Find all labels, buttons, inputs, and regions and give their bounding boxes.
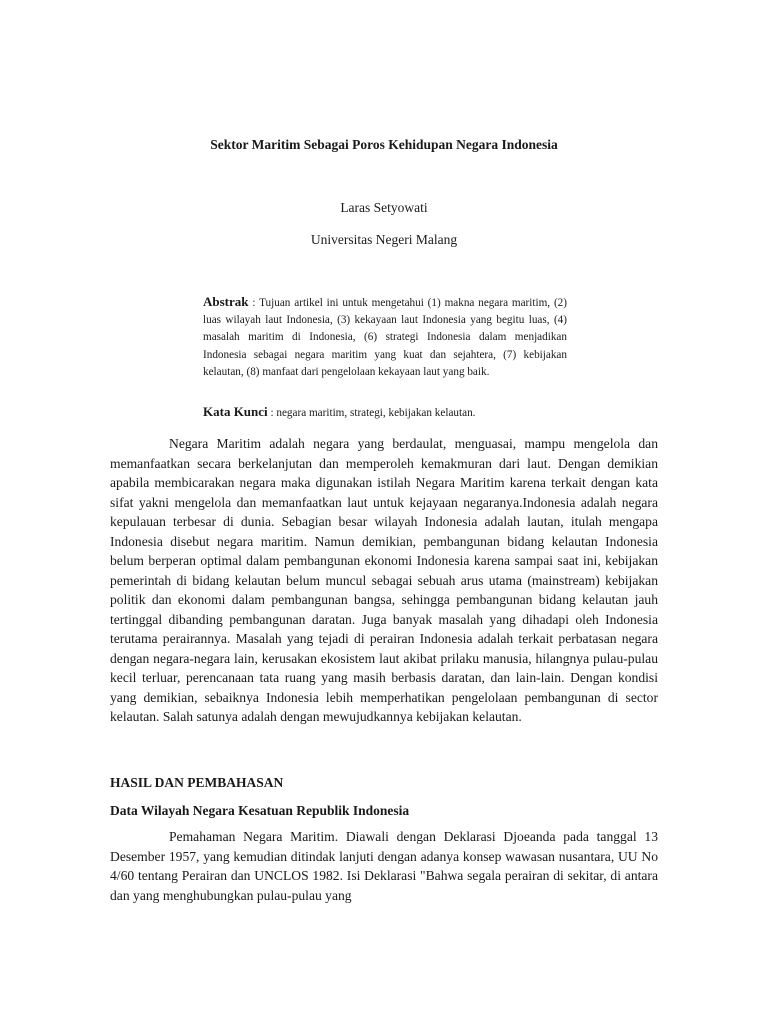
section-paragraph: Pemahaman Negara Maritim. Diawali dengan Deklarasi Djoeanda pada tanggal 13 Desember 1957, yang kemudian ditindak lanjuti dengan adanya konsep wawasan nusantara, UU No 4/60 tentang Perairan dan UNCLOS 1982. Isi Deklarasi "Bahwa segala perairan di sekitar, di antara dan yang menghubungkan pulau-pulau yang	[110, 829, 658, 903]
paper-title: Sektor Maritim Sebagai Poros Kehidupan Negara Indonesia	[210, 137, 558, 152]
subsection-heading: Data Wilayah Negara Kesatuan Republik Indonesia	[110, 803, 410, 818]
author-affiliation: Universitas Negeri Malang	[310, 232, 458, 247]
keywords-text: : negara maritim, strategi, kebijakan kelautan.	[267, 407, 476, 419]
keywords-label: Kata Kunci	[203, 404, 268, 419]
author-name: Laras Setyowati	[340, 200, 428, 215]
keywords	[203, 404, 567, 420]
abstract-label: Abstrak	[203, 294, 249, 309]
section-heading: HASIL DAN PEMBAHASAN	[110, 775, 284, 790]
abstract	[203, 293, 567, 381]
intro-paragraph: Negara Maritim adalah negara yang berdaulat, menguasai, mampu mengelola dan memanfaatkan secara berkelanjutan dan memperoleh kemakmuran dari laut. Dengan demikian apabila membicarakan negara maka digunakan istilah Negara Maritim karena terkait dengan kata sifat yakni mengelola dan memanfaatkan laut untuk kejayaan negaranya.Indonesia adalah negara kepulauan terbesar di dunia. Sebagian besar wilayah Indonesia adalah lautan, itulah mengapa Indonesia disebut negara maritim. Namun demikian, pembangunan bidang kelautan Indonesia belum berperan optimal dalam pembangunan ekonomi Indonesia karena sampai saat ini, kebijakan pemerintah di bidang kelautan belum muncul sebagai sebuah arus utama (mainstream) kebijakan politik dan ekonomi dalam pembangunan bangsa, sehingga pembangunan bidang kelautan jauh tertinggal dibanding pembangunan daratan. Juga banyak masalah yang dihadapi oleh Indonesia terutama perairannya. Masalah yang tejadi di perairan Indonesia adalah terkait perbatasan negara dengan negara-negara lain, kerusakan ekosistem laut akibat prilaku manusia, hilangnya pulau-pulau kecil terluar, perencanaan tata ruang yang masih berbasis daratan, dan lain-lain. Dengan kondisi yang demikian, sebaiknya Indonesia lebih memperhatikan pengelolaan pembangunan di sector kelautan. Salah satunya adalah dengan mewujudkannya kebijakan kelautan.	[110, 436, 658, 724]
abstract-text: : Tujuan artikel ini untuk mengetahui (1) makna negara maritim, (2) luas wilayah laut Indonesia, (3) kekayaan laut Indonesia yang begitu luas, (4) masalah maritim di Indonesia, (6) strategi Indonesia dalam menjadikan Indonesia sebagai negara maritim yang kuat dan sejahtera, (7) kebijakan kelautan, (8) manfaat dari pengelolaan kekayaan laut yang baik.	[203, 297, 567, 378]
